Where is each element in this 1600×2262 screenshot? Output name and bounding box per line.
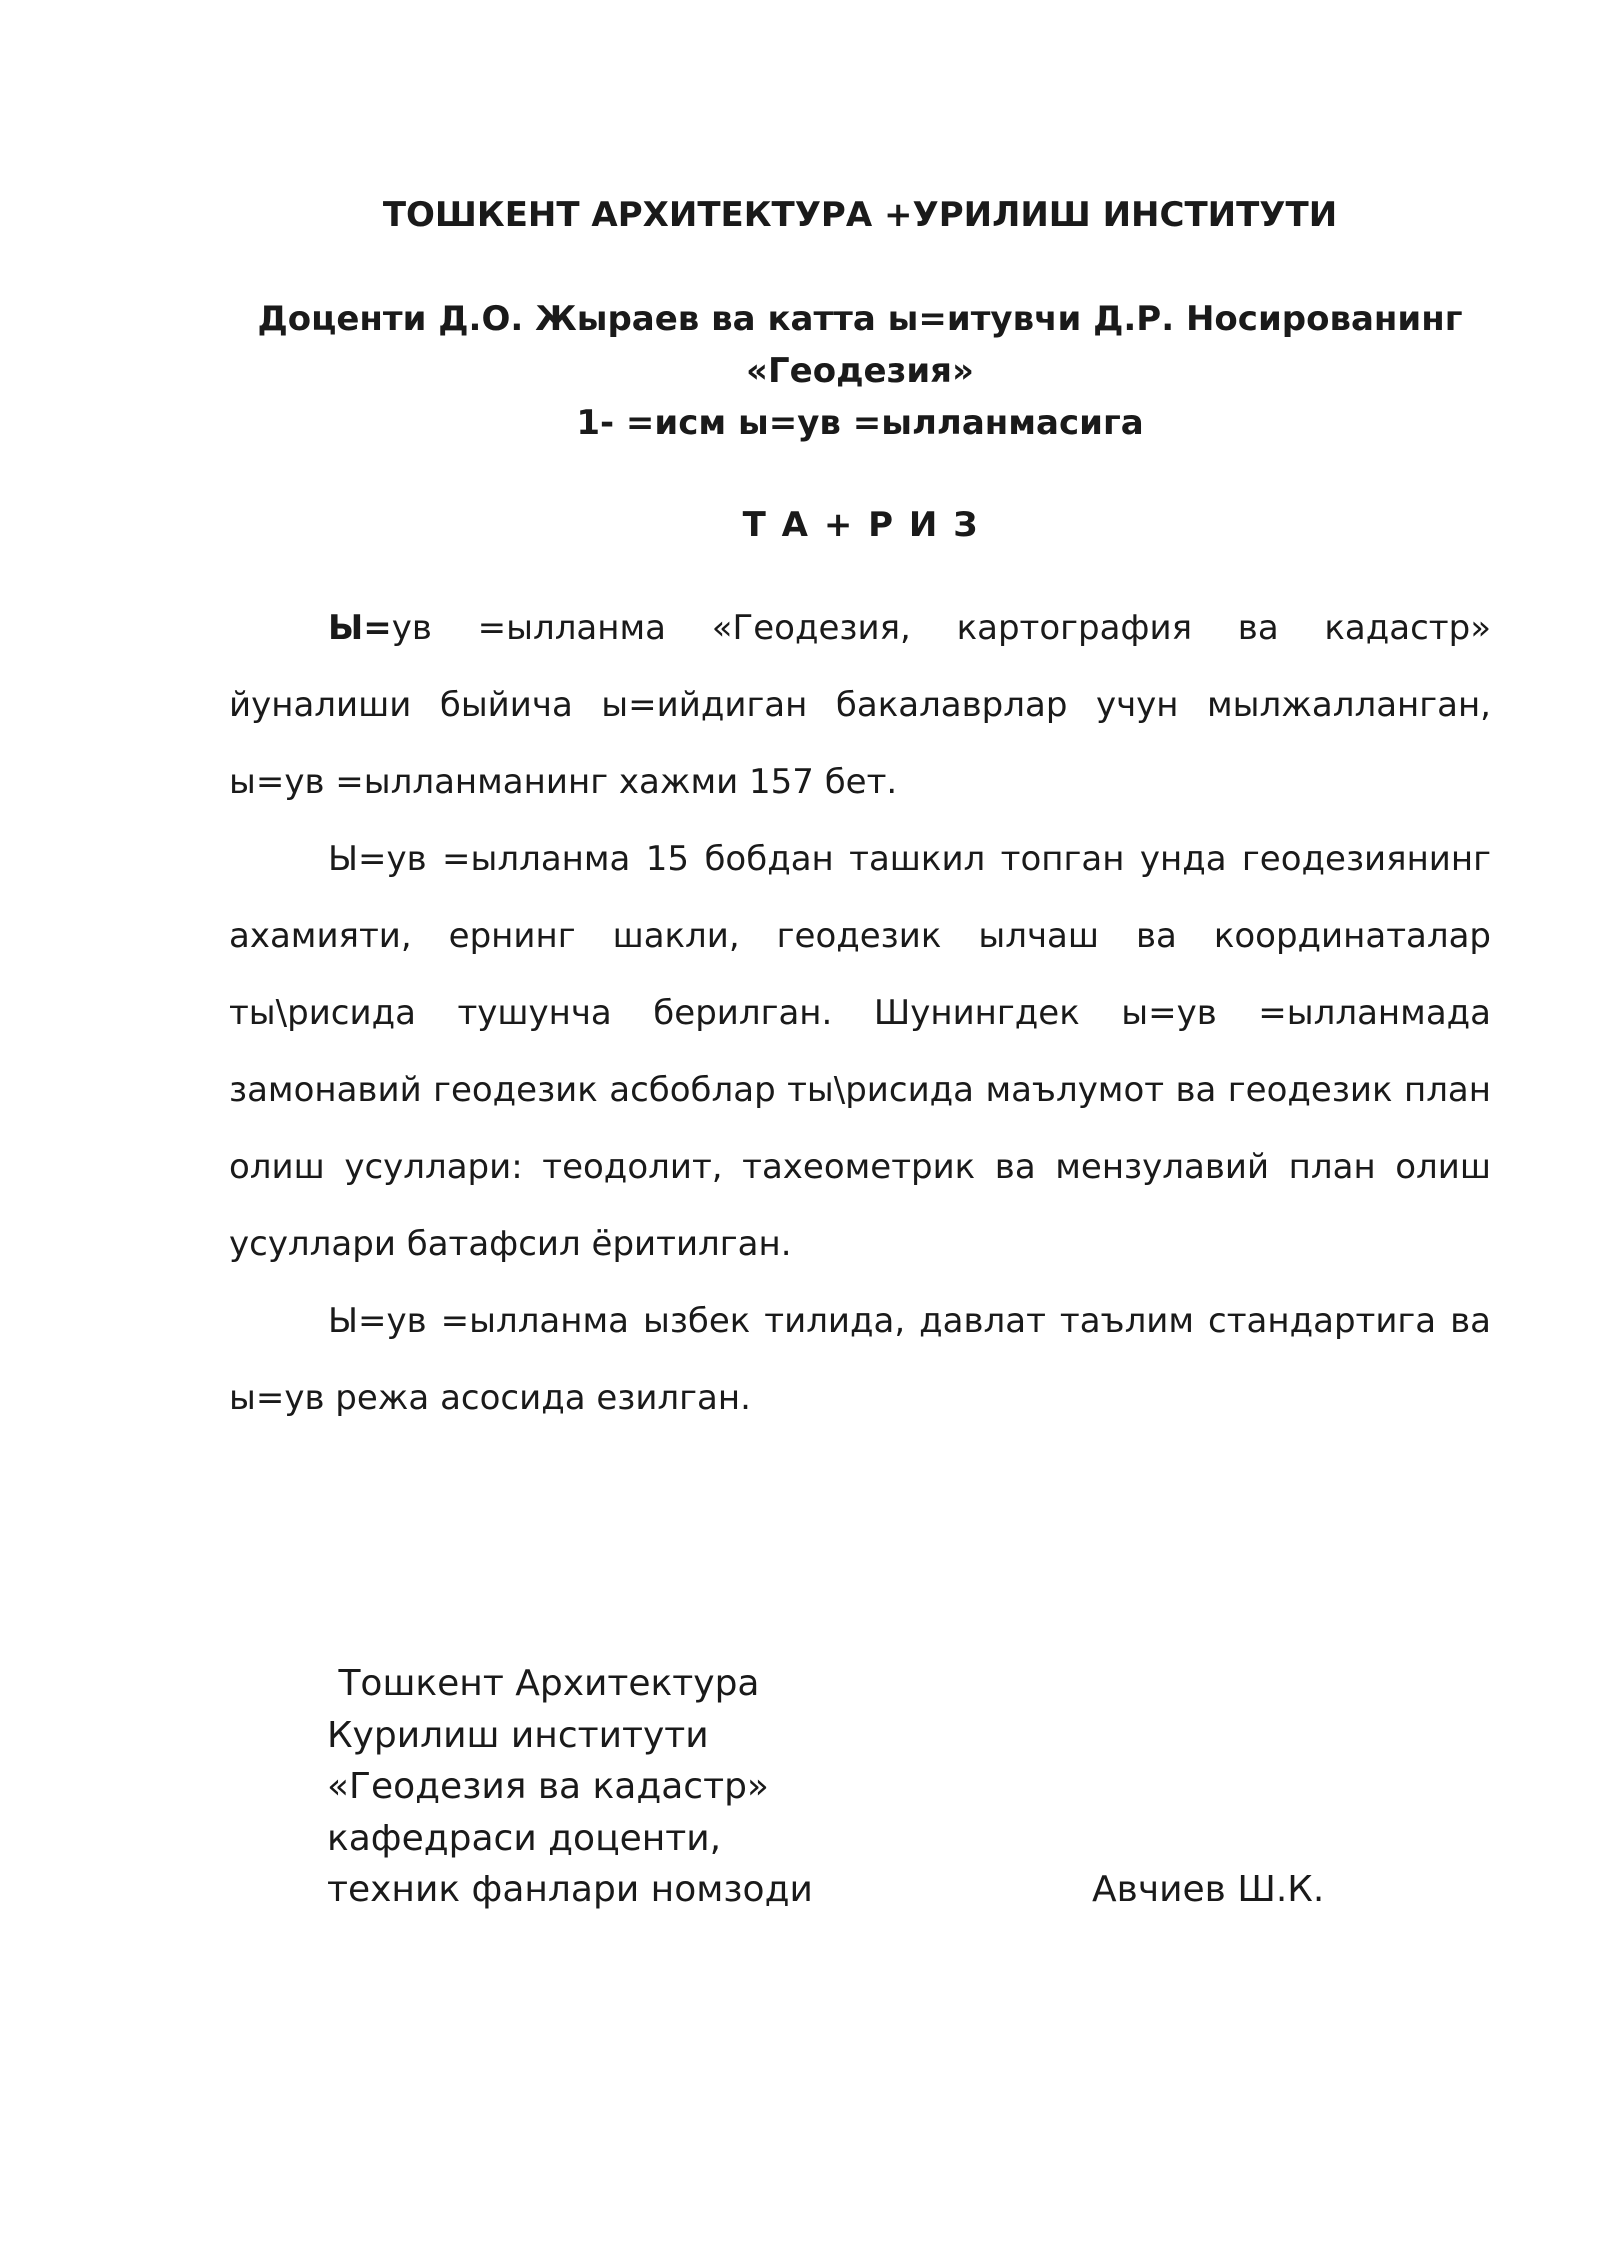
paragraph-1-text: ув =ылланма «Геодезия, картография ва кадастр» йуналиши быйича ы=ийдиган бакалаврлар учун мылжалланган, ы=ув =ылланманинг хажми 157 бет. xyxy=(229,608,1491,802)
paragraph-2-text: Ы=ув =ылланма 15 бобдан ташкил топган унда геодезиянинг ахамияти, ернинг шакли, геодезик ылчаш ва координаталар ты\рисида тушунча берилган. Шунингдек ы=ув =ылланмада замонавий геодезик асбоблар ты\рисида маълумот ва геодезик план олиш усуллари: теодолит, тахеометрик ва мензулавий план олиш усуллари батафсил ёритилган. xyxy=(229,839,1491,1264)
paragraph-1-lead: Ы= xyxy=(328,608,392,648)
paragraph-3-text: Ы=ув =ылланма ызбек тилида, давлат таълим стандартига ва ы=ув режа асосида езилган. xyxy=(229,1301,1491,1418)
paragraph-3 xyxy=(229,1283,1491,1437)
signature-block xyxy=(327,1658,813,1916)
signature-line-4: кафедраси доценти, xyxy=(327,1817,722,1859)
signature-line-3: «Геодезия ва кадастр» xyxy=(327,1766,769,1807)
paragraph-2 xyxy=(229,821,1491,1283)
review-heading: Т А + Р И З xyxy=(742,505,978,545)
book-title: «Геодезия» xyxy=(746,351,974,391)
signature-line-5: техник фанлари номзоди xyxy=(327,1869,813,1910)
paragraph-1 xyxy=(229,590,1491,821)
signature-name: Авчиев Ш.К. xyxy=(1092,1869,1325,1910)
authors-line: Доценти Д.О. Жыраев ва катта ы=итувчи Д.Р. Носированинг xyxy=(257,299,1463,339)
part-line: 1- =исм ы=ув =ылланмасига xyxy=(576,403,1144,443)
signature-line-2: Курилиш институти xyxy=(327,1714,709,1756)
review-body xyxy=(229,590,1491,1437)
institute-title: ТОШКЕНТ АРХИТЕКТУРА +УРИЛИШ ИНСТИТУТИ xyxy=(382,195,1338,235)
signature-line-1: Тошкент Архитектура xyxy=(327,1663,760,1704)
